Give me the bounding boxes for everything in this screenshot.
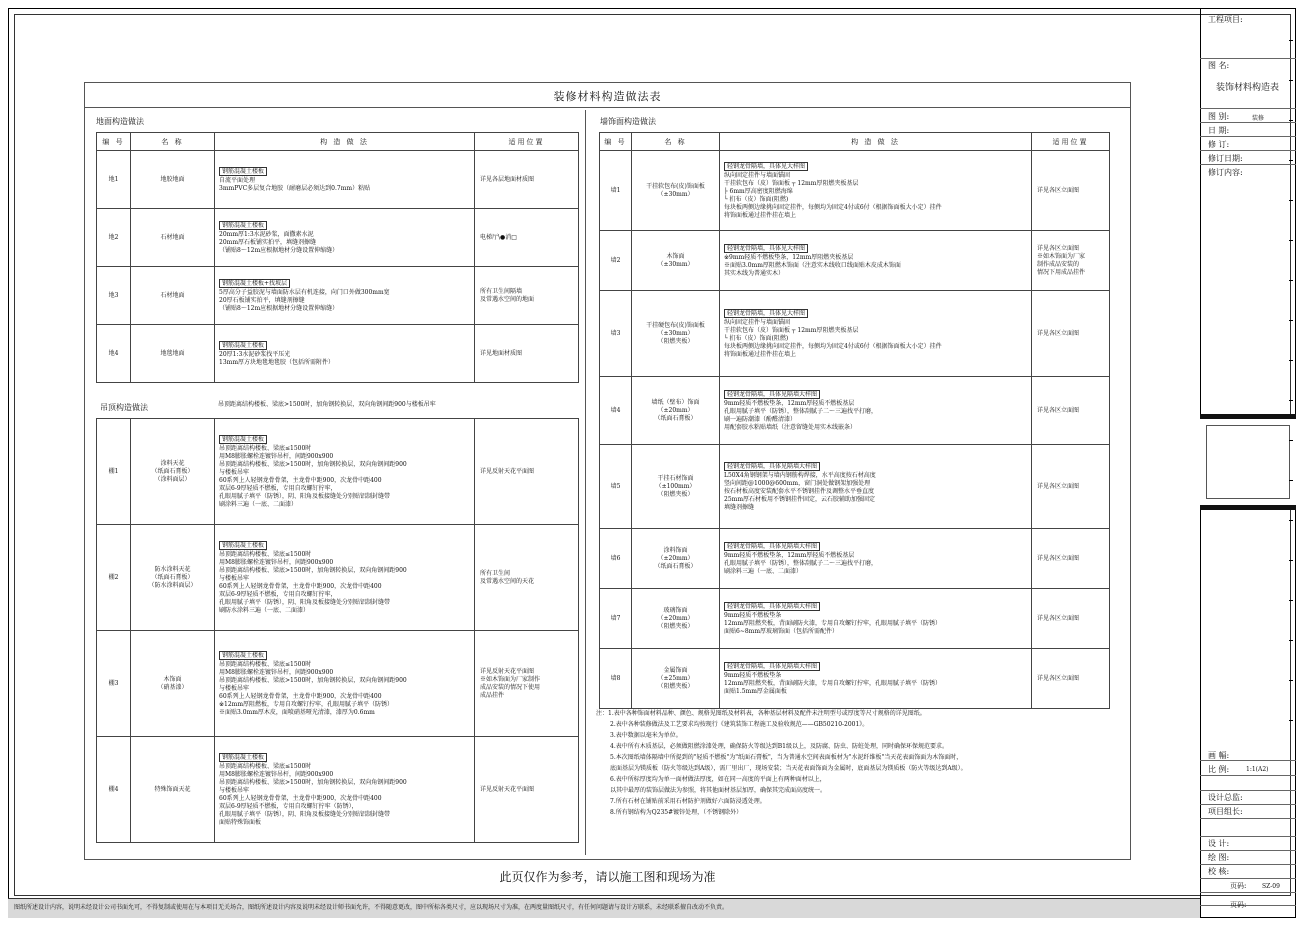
row-location: 详见反射天花平面图 ※如木饰面为厂家制作 成品安装的情况下使用 成品挂件: [475, 631, 579, 737]
table-row: [600, 589, 1110, 649]
table-row: [600, 291, 1110, 377]
row-method-cell: [215, 151, 475, 209]
row-location: 电梯厅\●消□: [475, 209, 579, 267]
row-base-tag: 轻钢龙骨隔墙，具体见隔墙大样图: [724, 462, 820, 471]
row-material-name: 金属饰面 （±25mm） （阻燃夹板）: [632, 649, 720, 709]
row-location: 详见各区立面图: [1032, 649, 1110, 709]
row-material-name: 涂料饰面 （±20mm） （纸面石膏板）: [632, 529, 720, 589]
row-number: 墙4: [600, 377, 632, 445]
row-method: 吊顶距离结构楼板、梁底≤1500时 用M8膨胀螺栓连镀锌吊杆，间距900x900 吊顶距离结构楼板、梁底>1500时，加角钢转换层，双向角钢间距900 与楼板吊牢 60系列上人轻钢龙骨骨架，主龙骨中距900，次龙骨中距400 双层6-9厚轻质不燃板，专用自攻螺钉拧牢， 孔眼用腻子填平（防锈），阴、阳角及板接缝处分别贴铝制封缝带 刷防水涂料三遍（一底、二面漆）: [219, 550, 407, 614]
row-location: 详见反射天花平面图: [475, 737, 579, 843]
scale-value: 1:1(A2): [1246, 766, 1269, 773]
category-label: 图 别:: [1208, 112, 1230, 121]
ceiling-section-note: 吊顶距离结构楼板、梁底>1500时，加角钢转换层，双向角钢间距900与楼板吊牢: [218, 401, 436, 408]
table-row: [97, 325, 579, 383]
row-base-tag: 钢筋混凝土楼板: [219, 541, 267, 550]
revision-content-label: 修订内容:: [1208, 168, 1243, 177]
row-base-tag: 轻钢龙骨隔墙，具体见隔墙大样图: [724, 390, 820, 399]
header-method: 构 造 做 法: [215, 133, 475, 151]
row-method-cell: [720, 151, 1032, 231]
row-base-tag: 钢筋混凝土楼板: [219, 341, 267, 350]
row-material-name: 地毯地面: [131, 325, 215, 383]
drawing-name: 装饰材料构造表: [1216, 83, 1280, 93]
row-material-name: 干挂软包布(皮)饰面板 （±30mm）: [632, 151, 720, 231]
table-row: [97, 419, 579, 525]
row-location: 详见地面材质图: [475, 325, 579, 383]
row-method: 20厚1:3水泥砂浆找平压光 13mm厚方块地毯地毯胶（包括所需附件）: [219, 350, 335, 366]
wall-section-title: 墙饰面构造做法: [600, 117, 656, 126]
row-number: 地2: [97, 209, 131, 267]
row-number: 棚4: [97, 737, 131, 843]
row-method: 自流平面处理 3mmPVC多层复合地胶（耐磨层必须达到0.7mm）粘贴: [219, 176, 371, 192]
table-row: [97, 267, 579, 325]
row-material-name: 干挂石材饰面 （±100mm） （阻燃夹板）: [632, 445, 720, 529]
table-row: [97, 151, 579, 209]
category-value: 装修: [1252, 115, 1265, 122]
header-location: 适用位置: [1032, 133, 1110, 151]
note-line: 8.所有钢结构为Q235#镀锌处理，（不锈钢除外）: [610, 809, 743, 816]
row-location: 详见反射天花平面图: [475, 419, 579, 525]
sheet-title: 装修材料构造做法表: [553, 90, 662, 103]
table-row: [600, 151, 1110, 231]
row-location: 详见各层地面材质图: [475, 151, 579, 209]
row-material-name: 石材地面: [131, 267, 215, 325]
row-base-tag: 钢筋混凝土楼板: [219, 221, 267, 230]
row-method-cell: [720, 649, 1032, 709]
note-line: 4.表中所有木质基层，必须做阻燃涂漆处理，确保防火等级达到B1级以上，及防腐、防虫、防蛀处理，同时确保环保规范要求。: [610, 743, 948, 750]
row-method-cell: [720, 231, 1032, 291]
row-location: 详见各区立面图: [1032, 445, 1110, 529]
row-method: 吊顶距离结构楼板、梁底≤1500时 用M8膨胀螺栓连镀锌吊杆，间距900x900 吊顶距离结构楼板、梁底>1500时，加角钢转换层，双向角钢间距900 与楼板吊牢 60系列上人轻钢龙骨骨架，主龙骨中距900，次龙骨中距400 ※12mm厚阻燃板，专用自攻螺钉拧牢，孔眼用腻子填平（防锈） ※面贴3.0mm厚木皮，面喷硝基哑光清漆，漆厚为0.6mm: [219, 660, 407, 716]
floor-table: [96, 132, 579, 383]
note-line: 注：1.表中各种饰面材料品种、颜色、规格见图纸及材料表，各种基层材料及配件未注明型号或厚度等尺寸规格的详见图纸。: [596, 710, 926, 717]
row-method: 纵向固定挂件与墙面锚固 干挂软包布（皮）饰面板 ┬ 12mm厚阻燃夹板基层 ├ 6mm厚高密度阻燃海绵 └ 扪布（皮）饰面(阻燃) 每块板两侧边缘挑向固定挂件，每侧均为固定4付或6付（根据饰面板大小定）挂件 将饰面板通过挂件挂在墙上: [724, 171, 942, 219]
row-number: 墙8: [600, 649, 632, 709]
row-number: 棚3: [97, 631, 131, 737]
row-base-tag: 钢筋混凝土楼板: [219, 167, 267, 176]
floor-section-title: 地面构造做法: [96, 117, 144, 126]
table-row: [600, 445, 1110, 529]
note-line: 6.表中所标厚度均为单一面材做法厚度，如在同一高度的平面上有两种面材以上，: [610, 776, 826, 783]
row-base-tag: 钢筋混凝土楼板: [219, 651, 267, 660]
drafter-label: 绘 图:: [1208, 853, 1230, 862]
revision-label: 修 订:: [1208, 140, 1230, 149]
frame-label: 画 幅:: [1208, 751, 1230, 760]
row-method-cell: [720, 529, 1032, 589]
checker-label: 校 核:: [1208, 867, 1230, 876]
ceiling-section-title: 吊顶构造做法: [100, 403, 148, 412]
column-divider: [585, 110, 586, 855]
row-material-name: 玻璃饰面 （±20mm） （阻燃夹板）: [632, 589, 720, 649]
row-location: 详见各区立面图: [1032, 291, 1110, 377]
header-name: 名 称: [131, 133, 215, 151]
row-location: 所有卫生间隔墙 及常遇水空间的地面: [475, 267, 579, 325]
row-material-name: 地胶地面: [131, 151, 215, 209]
row-number: 墙5: [600, 445, 632, 529]
note-line: 5.本次图纸墙体隔墙中所提到的"轻质不燃板"为"纸面石膏板"，当为普通水空间表面板材为"水泥纤维板"当天花表面饰面为木饰面时，: [610, 754, 963, 761]
row-method: 9mm轻质不燃板垫条 12mm厚阻燃夹板，背面刷防火漆，专用自攻螺钉拧牢，孔眼用腻子填平（防锈） 面贴6~8mm厚玻璃饰面（包括所需配件）: [724, 611, 942, 635]
page-number: SZ-09: [1262, 883, 1280, 890]
row-base-tag: 钢筋混凝土楼板: [219, 435, 267, 444]
row-location: 详见各区立面图 ※如木饰面为厂家 制作成品安装的 情况下用成品挂件: [1032, 231, 1110, 291]
note-line: 以其中最厚的装饰层做法为参照，将其他面材基层加厚，确保其完成面高度统一。: [610, 787, 827, 794]
row-method: 9mm轻质不燃板垫条，12mm厚轻质不燃板基层 孔眼用腻子填平（防锈），整体刮腻子二～三遍找平打磨， 刷一遍防潮漆（酚醛清漆） 用配套胶水粘贴墙纸（注意留缝处用实木线嵌条）: [724, 399, 878, 431]
general-notes: [596, 708, 1106, 818]
scale-label: 比 例:: [1208, 765, 1230, 774]
row-material-name: 木饰面 （硝基漆）: [131, 631, 215, 737]
table-row: [600, 377, 1110, 445]
row-base-tag: 轻钢龙骨隔墙，具体见大样图: [724, 162, 808, 171]
row-location: 详见各区立面图: [1032, 589, 1110, 649]
row-method: 9mm轻质不燃板垫条 12mm厚阻燃夹板，背面刷防火漆，专用自攻螺钉拧牢，孔眼用腻子填平（防锈） 面贴1.5mm厚金属面板: [724, 671, 942, 695]
row-location: 所有卫生间 及常遇水空间的天花: [475, 525, 579, 631]
row-number: 地3: [97, 267, 131, 325]
wall-table-header: [600, 133, 1110, 151]
note-line: 底面基层为镁质板（防火等级达到A级），需厂里出厂，现场安装；当天花表面饰面为金属时，底面基层为镁质板（防火等级达到A级）。: [610, 765, 967, 772]
row-method-cell: [720, 445, 1032, 529]
row-method-cell: [215, 209, 475, 267]
row-material-name: 木饰面 （±30mm）: [632, 231, 720, 291]
row-number: 棚2: [97, 525, 131, 631]
project-label: 工程项目:: [1208, 15, 1243, 24]
project-leader-label: 项目组长:: [1208, 807, 1243, 816]
row-number: 地4: [97, 325, 131, 383]
page-label: 页码:: [1230, 882, 1247, 890]
row-location: 详见各区立面图: [1032, 529, 1110, 589]
row-method: 5厚高分子益胶泥与墙面防水层有机连接，向门口外做300mm宽 20厚石板铺实拍平，填缝剂擦缝 （铺贴8～12m应根据地材分缝设置伸缩缝）: [219, 288, 390, 312]
table-row: [600, 529, 1110, 589]
row-method-cell: [215, 737, 475, 843]
table-row: [97, 737, 579, 843]
row-material-name: 石材地面: [131, 209, 215, 267]
row-method: ※9mm轻质不燃板垫条，12mm厚阻燃夹板基层 ※面贴3.0mm厚阻燃木饰面（注意实木线收口线面贴木皮成木饰面 其实木线为普通实木）: [724, 253, 901, 277]
scale-bar-graphic: [1200, 414, 1296, 510]
header-name: 名 称: [632, 133, 720, 151]
table-row: [600, 231, 1110, 291]
row-base-tag: 轻钢龙骨隔墙，具体见隔墙大样图: [724, 602, 820, 611]
wall-table: [599, 132, 1110, 709]
row-base-tag: 钢筋混凝土楼板+找坡层: [219, 279, 290, 288]
row-material-name: 特殊饰面天花: [131, 737, 215, 843]
row-number: 棚1: [97, 419, 131, 525]
row-method: 9mm轻质不燃板垫条，12mm厚轻质不燃板基层 孔眼用腻子填平（防锈），整体刮腻子二～三遍找平打磨， 刷涂料三遍（一底、二面漆）: [724, 551, 878, 575]
row-method: 吊顶距离结构楼板、梁底≤1500时 用M8膨胀螺栓连镀锌吊杆，间距900x900 吊顶距离结构楼板、梁底>1500时，加角钢转换层，双向角钢间距900 与楼板吊牢 60系列上人轻钢龙骨骨架，主龙骨中距900，次龙骨中距400 双层6-9厚轻质不燃板，专用自攻螺钉拧牢（防锈）， 孔眼用腻子填平（防锈），阴、阳角及板接缝处分别贴铝制封缝带 面贴特殊饰面板: [219, 762, 407, 826]
note-line: 7.所有石材在铺贴前采用石材防护剂做好六面防浸透处理。: [610, 798, 766, 805]
row-location: 详见各区立面图: [1032, 377, 1110, 445]
row-base-tag: 轻钢龙骨隔墙，具体见隔墙大样图: [724, 542, 820, 551]
row-method: 20mm厚1:3水泥砂浆，面撒素水泥 20mm厚石板铺实拍平，填缝剂擦缝 （铺贴8～12m应根据地材分缝设置伸缩缝）: [219, 230, 339, 254]
row-base-tag: 轻钢龙骨隔墙，具体见大样图: [724, 244, 808, 253]
header-method: 构 造 做 法: [720, 133, 1032, 151]
table-row: [97, 209, 579, 267]
row-number: 地1: [97, 151, 131, 209]
designer-label: 设 计:: [1208, 839, 1230, 848]
row-method-cell: [215, 631, 475, 737]
row-base-tag: 轻钢龙骨隔墙，具体见大样图: [724, 309, 808, 318]
revision-date-label: 修订日期:: [1208, 154, 1243, 163]
row-method-cell: [215, 525, 475, 631]
row-method-cell: [215, 267, 475, 325]
header-no: 编 号: [600, 133, 632, 151]
row-method-cell: [720, 377, 1032, 445]
title-divider: [84, 107, 1131, 108]
page-label-2: 页码:: [1230, 901, 1247, 909]
table-row: [600, 649, 1110, 709]
row-method-cell: [720, 589, 1032, 649]
table-row: [97, 631, 579, 737]
row-method-cell: [215, 419, 475, 525]
note-line: 3.表中数据以毫米为单位。: [610, 732, 682, 739]
row-method: L50X4角钢钢架与墙内钢筋构焊接，水平高度按石材高度 竖向间距@1000@600mm，窗门洞处做钢架加强处理 按石材板高度安装配套水平不锈钢挂件及调整水平垂直度 25mm厚石材板用不锈钢挂件固定，云石胶辅助加强固定 填缝剂擦缝: [724, 471, 876, 511]
row-material-name: 涂料天花 （纸面石膏板） （涂料面层）: [131, 419, 215, 525]
footer-copyright: 图纸所述设计内容，说明未经设计公司书面允可，不得复制或使用在与本项目无关场合，图纸所述设计内容及说明未经设计师书面允许，不得随意更改，图中所标各类尺寸，应以现场尺寸为准，在两度量图纸尺寸，有任何问题请与设计方联系，未经联系擅自改动不负责。: [8, 898, 1200, 918]
header-location: 适用位置: [475, 133, 579, 151]
header-no: 编 号: [97, 133, 131, 151]
row-number: 墙2: [600, 231, 632, 291]
ceiling-table: [96, 418, 579, 843]
row-method-cell: [215, 325, 475, 383]
row-base-tag: 钢筋混凝土楼板: [219, 753, 267, 762]
row-number: 墙3: [600, 291, 632, 377]
row-material-name: 干挂硬包布(皮)饰面板 （±30mm） （阻燃夹板）: [632, 291, 720, 377]
row-method: 纵向固定挂件与墙面锚固 干挂软包布（皮）饰面板 ┬ 12mm厚阻燃夹板基层 └ 扪布（皮）饰面(阻燃) 每块板两侧边缘挑向固定挂件，每侧均为固定4付或6付（根据饰面板大小定）挂件 将饰面板通过挂件挂在墙上: [724, 318, 942, 358]
floor-table-header: [97, 133, 579, 151]
row-number: 墙7: [600, 589, 632, 649]
drawing-name-label: 图 名:: [1208, 61, 1230, 70]
table-row: [97, 525, 579, 631]
reference-disclaimer: 此页仅作为参考，请以施工图和现场为准: [499, 870, 716, 884]
row-number: 墙1: [600, 151, 632, 231]
row-base-tag: 轻钢龙骨隔墙，具体见隔墙大样图: [724, 662, 820, 671]
row-method-cell: [720, 291, 1032, 377]
row-method: 吊顶距离结构楼板、梁底≤1500时 用M8膨胀螺栓连镀锌吊杆，间距900x900 吊顶距离结构楼板、梁底>1500时，加角钢转换层，双向角钢间距900 与楼板吊牢 60系列上人轻钢龙骨骨架，主龙骨中距900，次龙骨中距400 双层6-9厚轻质不燃板，专用自攻螺钉拧牢， 孔眼用腻子填平（防锈），阴、阳角及板接缝处分别贴铝制封缝带 刷涂料三遍（一底、二面漆）: [219, 444, 407, 508]
row-number: 墙6: [600, 529, 632, 589]
row-material-name: 墙纸（壁布）饰面 （±20mm） （纸面石膏板）: [632, 377, 720, 445]
date-label: 日 期:: [1208, 126, 1230, 135]
row-location: 详见各区立面图: [1032, 151, 1110, 231]
design-director-label: 设计总监:: [1208, 793, 1243, 802]
row-material-name: 防水涂料天花 （纸面石膏板） （防水涂料面层）: [131, 525, 215, 631]
note-line: 2.表中各种装修做法及工艺要求均按现行《建筑装饰工程施工及验收规范——GB50210-2001》。: [610, 721, 869, 728]
